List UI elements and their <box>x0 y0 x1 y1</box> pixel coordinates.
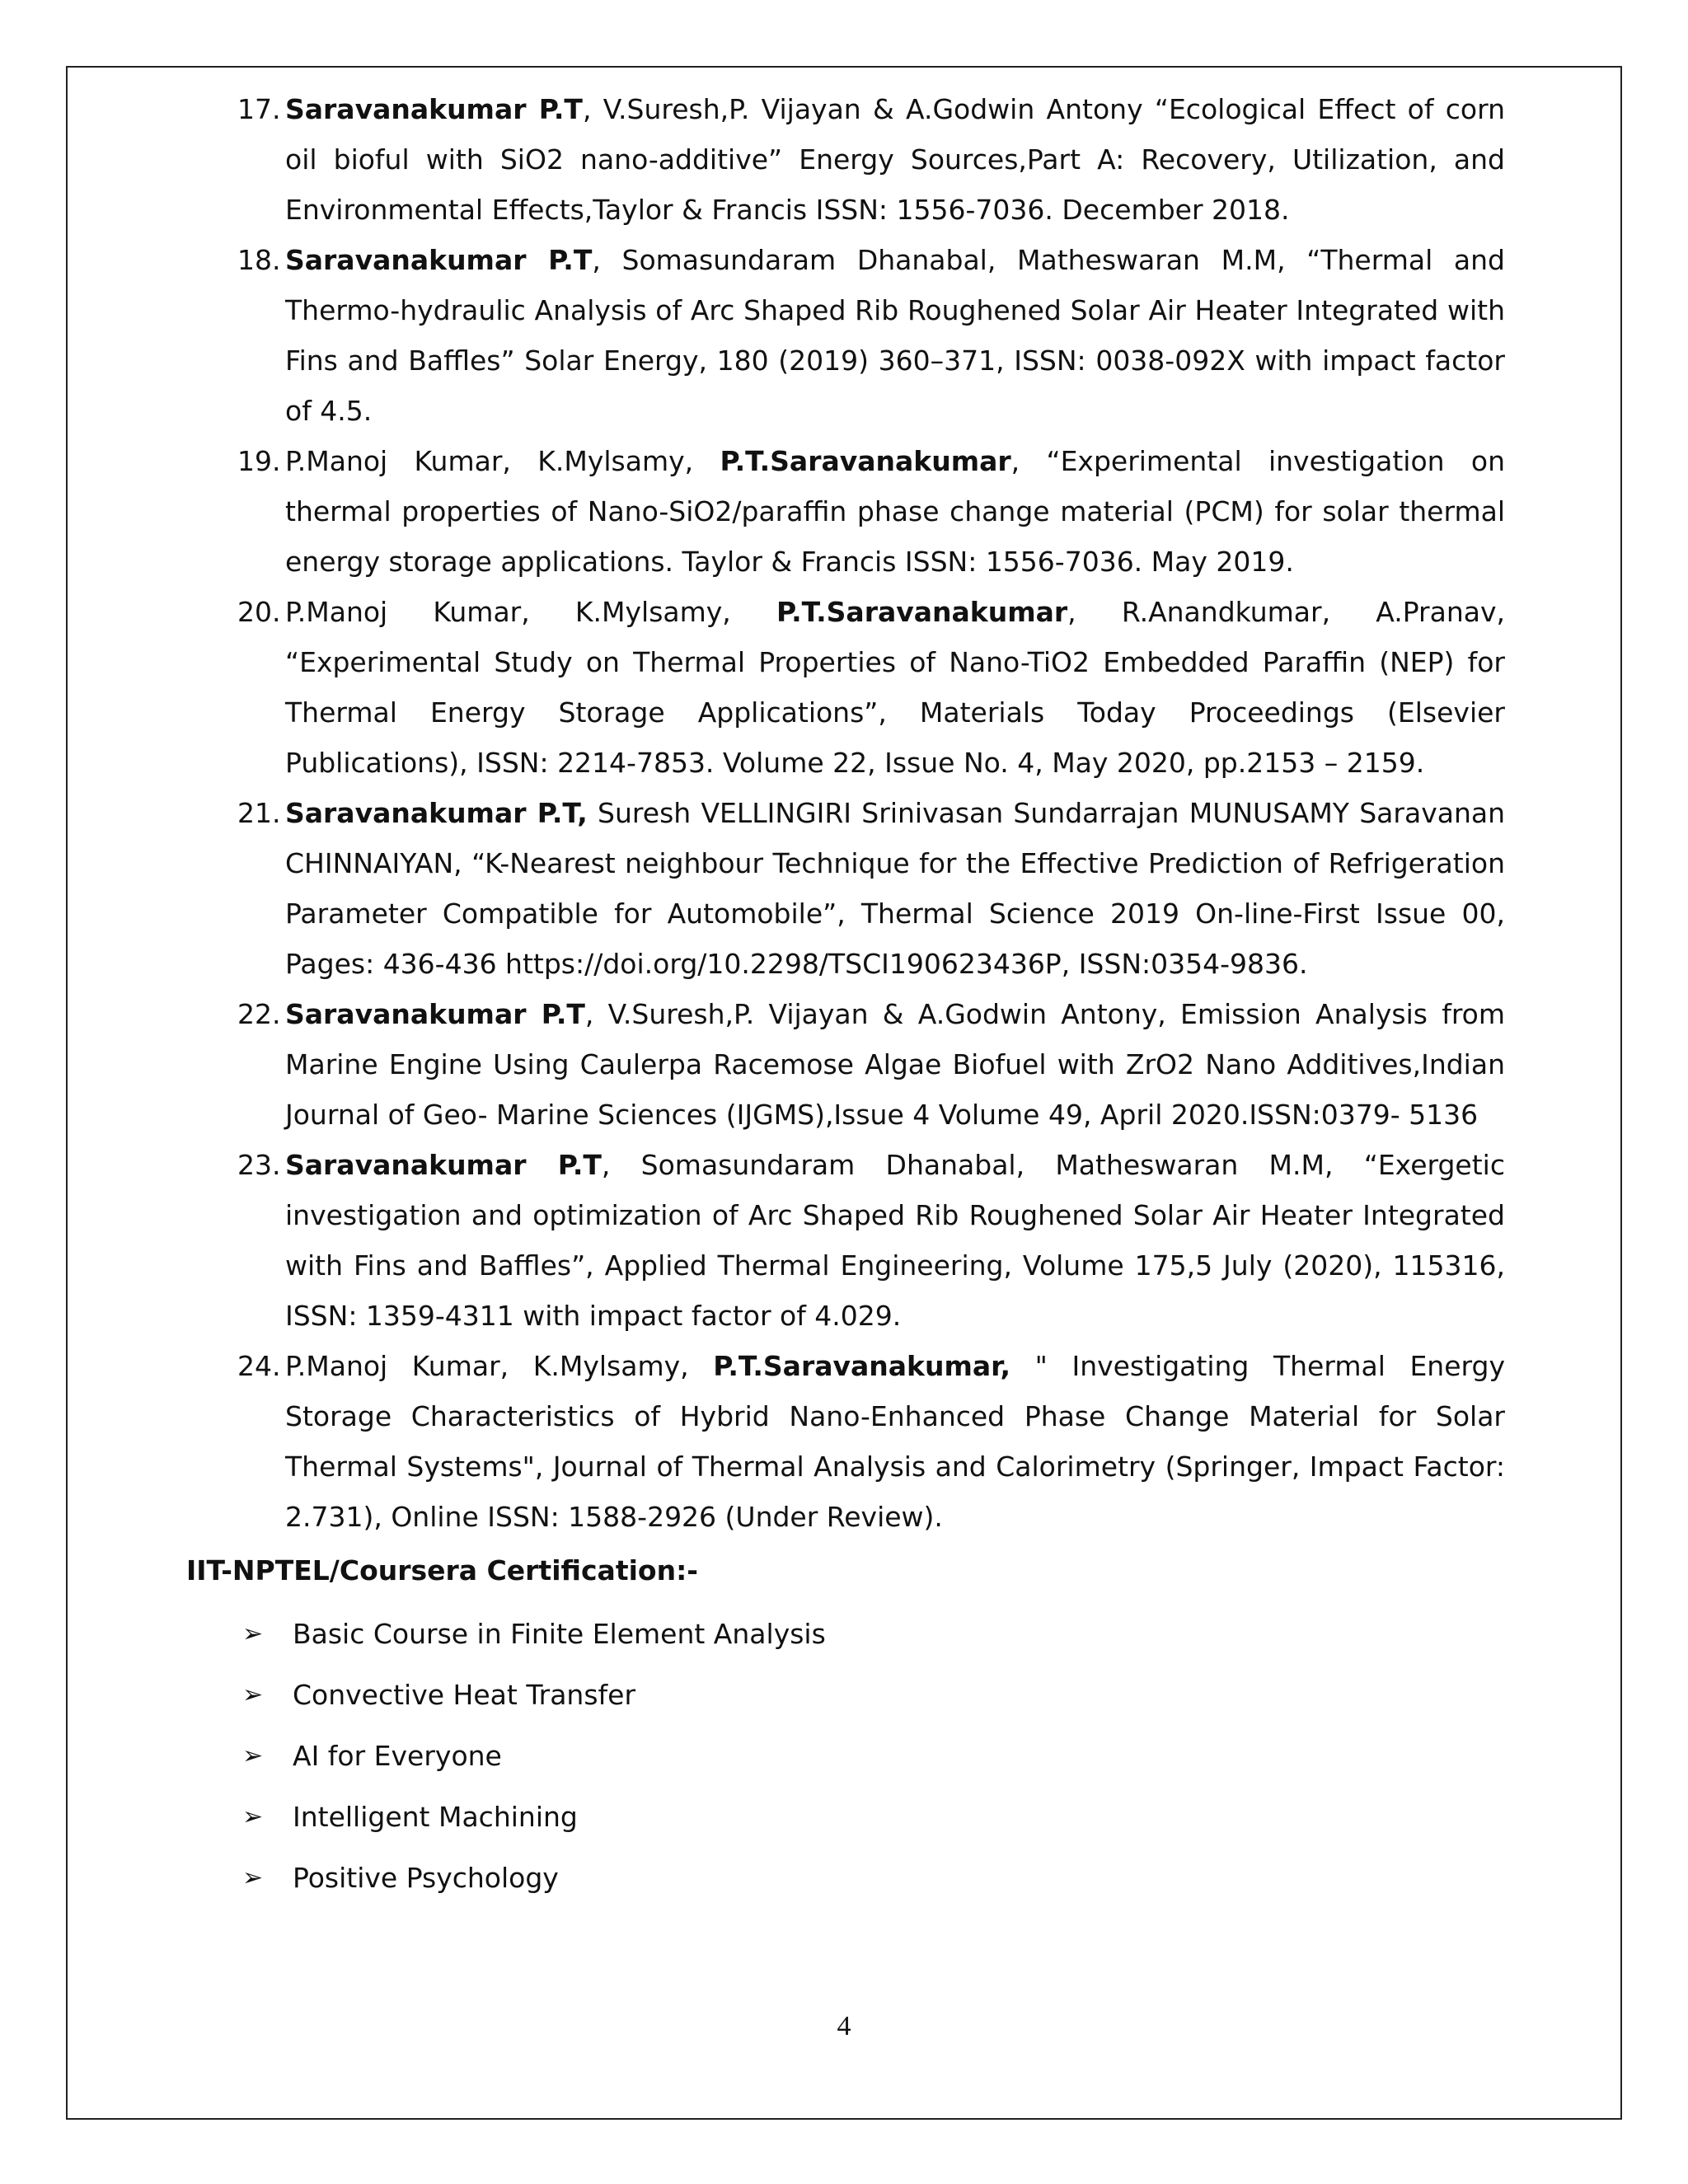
author-name-bold: P.T.Saravanakumar, <box>713 1350 1011 1382</box>
certification-item <box>186 1665 1505 1726</box>
publication-number: 22. <box>237 998 281 1030</box>
author-name-bold: P.T.Saravanakumar <box>776 596 1068 628</box>
publication-text: " Investigating Thermal Energy Storage Characteristics of Hybrid Nano-Enhanced Phase Change Material for Solar Thermal Systems", Journal of Thermal Analysis and Calorimetry (Springer, Impact Factor: 2.731), Online ISSN: 1588-2926 (Under Review). <box>285 1350 1505 1533</box>
publication-number: 23. <box>237 1149 281 1181</box>
certification-heading: IIT-NPTEL/Coursera Certification:- <box>186 1554 698 1586</box>
author-name-bold: Saravanakumar P.T <box>285 244 593 276</box>
publication-number: 17. <box>237 93 281 125</box>
publication-number: 24. <box>237 1350 281 1382</box>
publication-number: 21. <box>237 797 281 829</box>
publication-text: P.Manoj Kumar, K.Mylsamy, <box>285 445 720 477</box>
publication-item <box>186 587 1505 788</box>
certification-label: Positive Psychology <box>293 1862 559 1894</box>
document-body <box>186 84 1505 1909</box>
certification-item <box>186 1726 1505 1787</box>
publication-list <box>186 84 1505 1542</box>
author-name-bold: P.T.Saravanakumar <box>720 445 1011 477</box>
author-name-bold: Saravanakumar P.T, <box>285 797 588 829</box>
certification-label: Intelligent Machining <box>293 1801 578 1833</box>
arrow-bullet-icon: ➢ <box>242 1680 264 1709</box>
page-number: 4 <box>837 2011 851 2041</box>
arrow-bullet-icon: ➢ <box>242 1741 264 1770</box>
publication-number: 20. <box>237 596 281 628</box>
publication-text: , V.Suresh,P. Vijayan & A.Godwin Antony “Ecological Effect of corn oil bioful with SiO2 nano-additive” Energy Sources,Part A: Recovery, Utilization, and Environmental Effects,Taylor & Francis ISSN: 1556-7036. December 2018. <box>285 93 1505 226</box>
publication-item <box>186 84 1505 235</box>
publication-item <box>186 1341 1505 1542</box>
publication-text: Suresh VELLINGIRI Srinivasan Sundarrajan MUNUSAMY Saravanan CHINNAIYAN, “K-Nearest neighbour Technique for the Effective Prediction of Refrigeration Parameter Compatible for Automobile”, Thermal Science 2019 On-line-First Issue 00, Pages: 436-436 https://doi.org/10.2298/TSCI190623436P, ISSN:0354-9836. <box>285 797 1505 980</box>
publication-number: 18. <box>237 244 281 276</box>
publication-text: P.Manoj Kumar, K.Mylsamy, <box>285 1350 714 1382</box>
publication-item <box>186 436 1505 587</box>
publication-item <box>186 788 1505 989</box>
publication-text: P.Manoj Kumar, K.Mylsamy, <box>285 596 776 628</box>
certification-item <box>186 1604 1505 1665</box>
certification-label: Basic Course in Finite Element Analysis <box>293 1618 826 1650</box>
certification-item <box>186 1848 1505 1909</box>
certification-item <box>186 1787 1505 1848</box>
publication-text: , V.Suresh,P. Vijayan & A.Godwin Antony, Emission Analysis from Marine Engine Using Caulerpa Racemose Algae Biofuel with ZrO2 Nano Additives,Indian Journal of Geo- Marine Sciences (IJGMS),Issue 4 Volume 49, April 2020.ISSN:0379- 5136 <box>285 998 1505 1131</box>
publication-item <box>186 235 1505 436</box>
certification-label: Convective Heat Transfer <box>293 1679 636 1711</box>
publication-text: , Somasundaram Dhanabal, Matheswaran M.M, “Exergetic investigation and optimization of Arc Shaped Rib Roughened Solar Air Heater Integrated with Fins and Baffles”, Applied Thermal Engineering, Volume 175,5 July (2020), 115316, ISSN: 1359-4311 with impact factor of 4.029. <box>285 1149 1505 1332</box>
author-name-bold: Saravanakumar P.T <box>285 1149 602 1181</box>
publication-text: , Somasundaram Dhanabal, Matheswaran M.M, “Thermal and Thermo-hydraulic Analysis of Arc Shaped Rib Roughened Solar Air Heater Integrated with Fins and Baffles” Solar Energy, 180 (2019) 360–371, ISSN: 0038-092X with impact factor of 4.5. <box>285 244 1505 427</box>
arrow-bullet-icon: ➢ <box>242 1863 264 1892</box>
author-name-bold: Saravanakumar P.T <box>285 93 583 125</box>
certification-label: AI for Everyone <box>293 1740 502 1772</box>
arrow-bullet-icon: ➢ <box>242 1802 264 1831</box>
publication-text: , “Experimental investigation on thermal properties of Nano-SiO2/paraffin phase change material (PCM) for solar thermal energy storage applications. Taylor & Francis ISSN: 1556-7036. May 2019. <box>285 445 1505 578</box>
publication-item <box>186 989 1505 1140</box>
arrow-bullet-icon: ➢ <box>242 1619 264 1648</box>
publication-item <box>186 1140 1505 1341</box>
publication-number: 19. <box>237 445 281 477</box>
certification-list <box>186 1604 1505 1909</box>
publication-text: , R.Anandkumar, A.Pranav, “Experimental Study on Thermal Properties of Nano-TiO2 Embedded Paraffin (NEP) for Thermal Energy Storage Applications”, Materials Today Proceedings (Elsevier Publications), ISSN: 2214-7853. Volume 22, Issue No. 4, May 2020, pp.2153 – 2159. <box>285 596 1505 779</box>
author-name-bold: Saravanakumar P.T <box>285 998 585 1030</box>
